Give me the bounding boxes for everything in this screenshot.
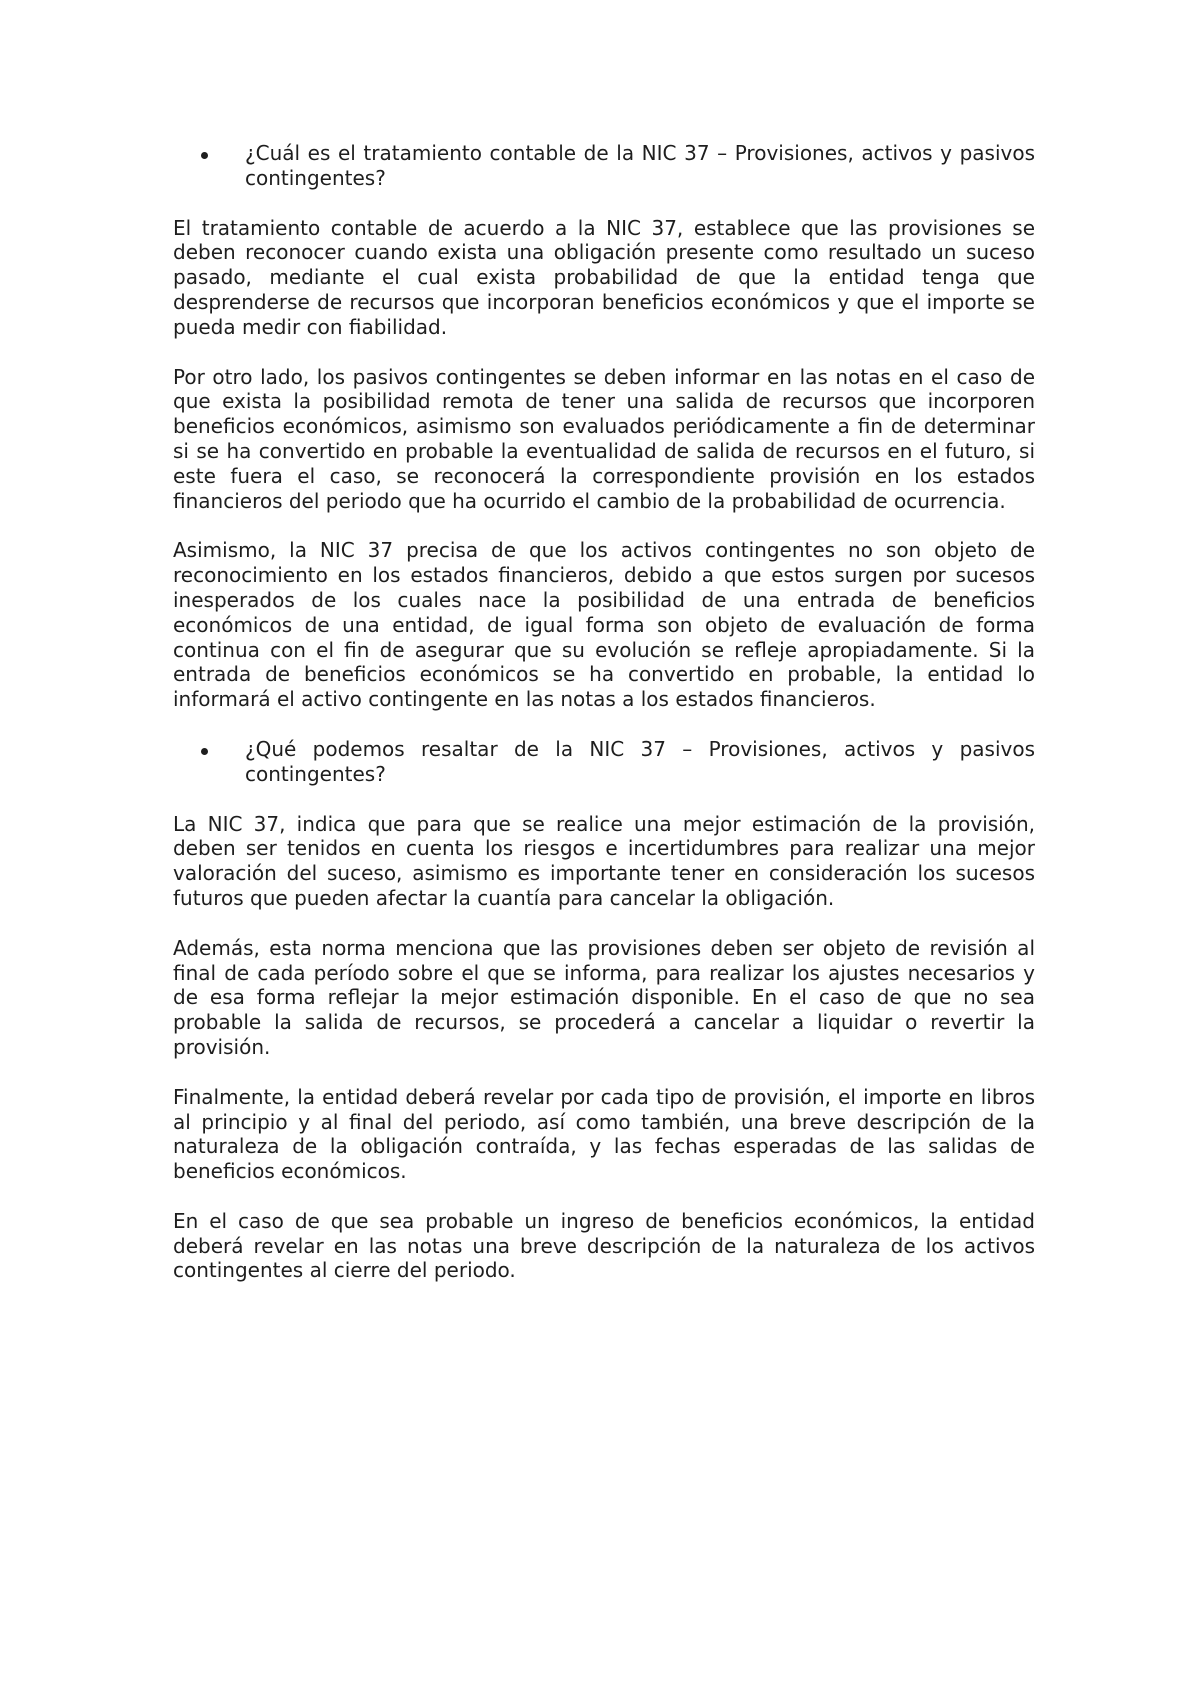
paragraph-pasivos-contingentes: Por otro lado, los pasivos contingentes se deben informar en las notas en el caso de que exista la posibilidad remota de tener una salida de recursos que incorporen beneficios económicos, asimismo son evaluados periódicamente a fin de determinar si se ha convertido en probable la eventualidad de salida de recursos en el futuro, si este fuera el caso, se reconocerá la correspondiente provisión en los estados financieros del periodo que ha ocurrido el cambio de la probabilidad de ocurrencia. [173,364,1035,513]
bullet-text: ¿Qué podemos resaltar de la NIC 37 – Provisiones, activos y pasivos contingentes? [245,736,1035,786]
paragraph-revision: Además, esta norma menciona que las provisiones deben ser objeto de revisión al final de cada período sobre el que se informa, para realizar los ajustes necesarios y de esa forma reflejar la mejor estimación disponible. En el caso de que no sea probable la salida de recursos, se procederá a cancelar a liquidar o revertir la provisión. [173,935,1035,1059]
document-body [173,141,1035,1308]
bullet-dot-icon [201,748,208,755]
paragraph-activos-contingentes: Asimismo, la NIC 37 precisa de que los activos contingentes no son objeto de reconocimiento en los estados financieros, debido a que estos surgen por sucesos inesperados de los cuales nace la posibilidad de una entrada de beneficios económicos de una entidad, de igual forma son objeto de evaluación de forma continua con el fin de asegurar que su evolución se refleje apropiadamente. Si la entrada de beneficios económicos se ha convertido en probable, la entidad lo informará el activo contingente en las notas a los estados financieros. [173,538,1035,712]
paragraph-ingreso-probable: En el caso de que sea probable un ingreso de beneficios económicos, la entidad deberá revelar en las notas una breve descripción de la naturaleza de los activos contingentes al cierre del periodo. [173,1208,1035,1283]
paragraph-revelar: Finalmente, la entidad deberá revelar por cada tipo de provisión, el importe en libros al principio y al final del periodo, así como también, una breve descripción de la naturaleza de la obligación contraída, y las fechas esperadas de las salidas de beneficios económicos. [173,1084,1035,1184]
bullet-question-resaltar [173,737,1035,787]
bullet-text: ¿Cuál es el tratamiento contable de la NIC 37 – Provisiones, activos y pasivos contingentes? [245,141,1035,190]
paragraph-mejor-estimacion: La NIC 37, indica que para que se realice una mejor estimación de la provisión, deben ser tenidos en cuenta los riesgos e incertidumbres para realizar una mejor valoración del suceso, asimismo es importante tener en consideración los sucesos futuros que pueden afectar la cuantía para cancelar la obligación. [173,811,1035,910]
bullet-question-tratamiento [173,141,1035,191]
paragraph-tratamiento: El tratamiento contable de acuerdo a la NIC 37, establece que las provisiones se deben reconocer cuando exista una obligación presente como resultado un suceso pasado, mediante el cual exista probabilidad de que la entidad tenga que desprenderse de recursos que incorporan beneficios económicos y que el importe se pueda medir con fiabilidad. [173,215,1035,339]
bullet-dot-icon [201,152,208,159]
